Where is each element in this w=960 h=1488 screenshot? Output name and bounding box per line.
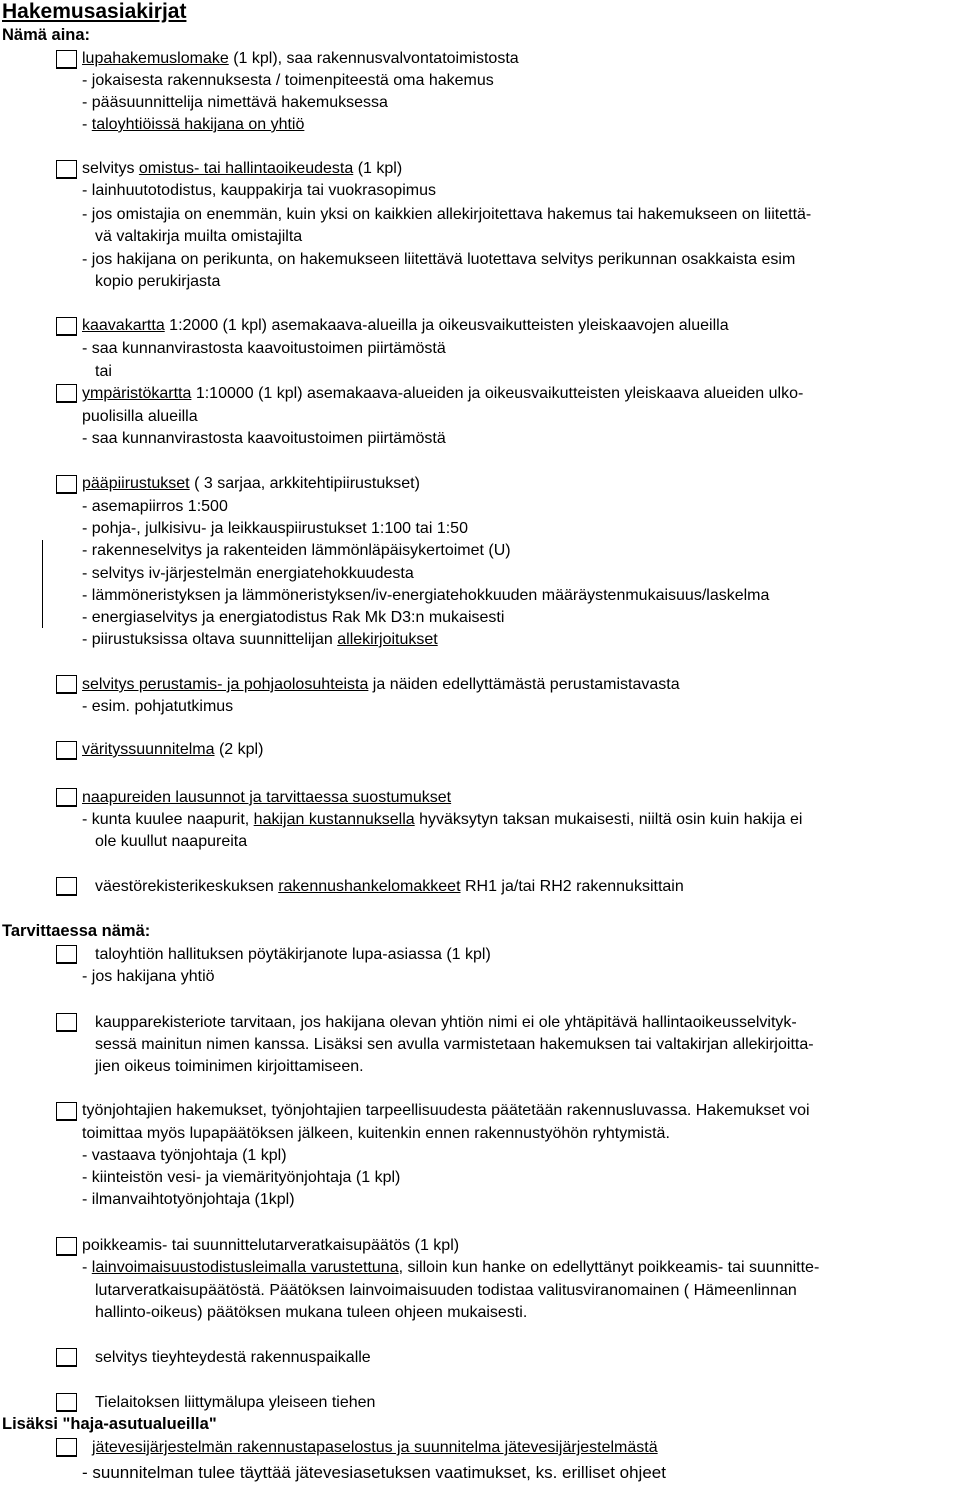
item-perustamis-link: selvitys perustamis- ja pohjaolosuhteista — [82, 676, 369, 693]
item-paapiirustukset-sub7-text: - piirustuksissa oltava suunnittelijan — [82, 631, 338, 648]
checkbox-tieyhteys[interactable] — [56, 1348, 77, 1367]
item-kaupparekisteri-l3: jien oikeus toiminimen kirjoittamiseen. — [95, 1058, 364, 1075]
item-kaavakartta-text: 1:2000 (1 kpl) asemakaava-alueilla ja oikeusvaikutteisten yleiskaavojen alueilla — [164, 317, 729, 334]
item-jatevesi: jätevesijärjestelmän rakennustapaselostus ja suunnitelma jätevesijärjestelmästä — [92, 1439, 658, 1456]
item-poytakirja: taloyhtiön hallituksen pöytäkirjanote lupa-asiassa (1 kpl) — [95, 946, 491, 963]
item-tyonjohtajat-l2: toimittaa myös lupapäätöksen jälkeen, kuitenkin ennen rakennustyöhön ryhtymistä. — [82, 1125, 670, 1142]
item-omistus-sub3b: kopio perukirjasta — [95, 273, 221, 290]
item-naapurit: naapureiden lausunnot ja tarvittaessa suostumukset — [82, 789, 452, 806]
item-ymparistokartta-sub1: - saa kunnanvirastosta kaavoitustoimen piirtämöstä — [82, 430, 446, 447]
item-poikkeamis-sub1c: hallinto-oikeus) päätöksen mukana tuleen ohjeen mukaisesti. — [95, 1304, 528, 1321]
item-omistus-sub3a: - jos hakijana on perikunta, on hakemukseen liitettävä luotettava selvitys perikunnan osakkaista esim — [82, 251, 796, 268]
section-heading-optional: Tarvittaessa nämä: — [2, 922, 151, 940]
item-paapiirustukset — [82, 474, 420, 494]
item-poikkeamis-sub1a — [82, 1258, 819, 1278]
page-title: Hakemusasiakirjat — [2, 0, 187, 23]
item-tyonjohtajat-l1: työnjohtajien hakemukset, työnjohtajien tarpeellisuudesta päätetään rakennusluvassa. Hakemukset voi — [82, 1102, 810, 1119]
item-lupahakemus-sub3 — [82, 115, 304, 135]
item-naapurit-sub1 — [82, 810, 802, 830]
item-kaupparekisteri-l1: kaupparekisteriote tarvitaan, jos hakijana olevan yhtiön nimi ei ole yhtäpitävä hallintaoikeusselvityk- — [95, 1014, 797, 1031]
item-omistus-sub1: - lainhuutotodistus, kauppakirja tai vuokrasopimus — [82, 182, 436, 199]
item-kaavakartta-link: kaavakartta — [82, 317, 165, 334]
item-naapurit-sub1-a: - kunta kuulee naapurit, — [82, 811, 254, 828]
item-ymparistokartta-cont: puolisilla alueilla — [82, 408, 198, 425]
item-kaavakartta-sub1: - saa kunnanvirastosta kaavoitustoimen piirtämöstä — [82, 340, 446, 357]
checkbox-naapurit[interactable] — [56, 788, 77, 807]
item-jatevesi-sub1: - suunnitelman tulee täyttää jätevesiasetuksen vaatimukset, ks. erilliset ohjeet — [82, 1463, 666, 1482]
item-poikkeamis-sub1a-text: , silloin kun hanke on edellyttänyt poikkeamis- tai suunnitte- — [398, 1259, 820, 1276]
item-vaestorekisteri — [95, 877, 684, 897]
item-paapiirustukset-link: pääpiirustukset — [82, 475, 190, 492]
item-paapiirustukset-sub4: - selvitys iv-järjestelmän energiatehokkuudesta — [82, 565, 414, 582]
item-lupahakemus-link: lupahakemuslomake — [82, 50, 229, 67]
checkbox-poikkeamis[interactable] — [56, 1237, 77, 1256]
checkbox-varitys[interactable] — [56, 741, 77, 760]
checkbox-poytakirja[interactable] — [56, 945, 77, 964]
item-tyonjohtajat-sub1: - vastaava työnjohtaja (1 kpl) — [82, 1147, 287, 1164]
checkbox-tyonjohtajat[interactable] — [56, 1102, 77, 1121]
item-perustamis-sub1: - esim. pohjatutkimus — [82, 698, 234, 715]
dash: - — [82, 1259, 92, 1276]
item-paapiirustukset-sub6: - energiaselvitys ja energiatodistus Rak Mk D3:n mukaisesti — [82, 609, 505, 626]
item-paapiirustukset-text: ( 3 sarjaa, arkkitehtipiirustukset) — [189, 475, 420, 492]
checkbox-paapiirustukset[interactable] — [56, 475, 77, 494]
item-kaavakartta — [82, 316, 729, 336]
item-poikkeamis: poikkeamis- tai suunnittelutarveratkaisupäätös (1 kpl) — [82, 1237, 460, 1254]
checkbox-omistus[interactable] — [56, 160, 77, 179]
item-varitys-link: värityssuunnitelma — [82, 741, 215, 758]
item-paapiirustukset-sub1: - asemapiirros 1:500 — [82, 498, 228, 515]
checkbox-kaavakartta[interactable] — [56, 317, 77, 336]
checkbox-kaupparekisteri[interactable] — [56, 1013, 77, 1032]
section-heading-required: Nämä aina: — [2, 26, 91, 44]
item-kaupparekisteri-l2: sessä mainitun nimen kanssa. Lisäksi sen avulla varmistetaan hakemuksen tai valtakirjan allekirjoitta- — [95, 1036, 814, 1053]
checkbox-ymparistokartta[interactable] — [56, 384, 77, 403]
item-lupahakemus — [82, 49, 519, 69]
item-tielaitos: Tielaitoksen liittymälupa yleiseen tiehen — [95, 1394, 376, 1411]
item-paapiirustukset-sub7 — [82, 630, 438, 650]
change-bar — [42, 540, 43, 628]
dash: - — [82, 116, 92, 133]
checkbox-tielaitos[interactable] — [56, 1393, 77, 1412]
item-paapiirustukset-sub5: - lämmöneristyksen ja lämmöneristyksen/iv-energiatehokkuuden määräystenmukaisuus/laskelma — [82, 587, 770, 604]
item-omistus-link: omistus- tai hallintaoikeudesta — [138, 160, 354, 177]
item-lupahakemus-sub2: - pääsuunnittelija nimettävä hakemuksessa — [82, 94, 388, 111]
item-vaestorekisteri-link: rakennushankelomakkeet — [278, 878, 461, 895]
item-omistus-prefix: selvitys — [82, 160, 139, 177]
item-lupahakemus-text: (1 kpl), saa rakennusvalvontatoimistosta — [228, 50, 519, 67]
item-naapurit-sub1b: ole kuullut naapureita — [95, 833, 248, 850]
item-perustamis-text: ja näiden edellyttämästä perustamistavasta — [368, 676, 680, 693]
item-paapiirustukset-sub2: - pohja-, julkisivu- ja leikkauspiirustukset 1:100 tai 1:50 — [82, 520, 468, 537]
item-paapiirustukset-sub3: - rakenneselvitys ja rakenteiden lämmönläpäisykertoimet (U) — [82, 542, 511, 559]
item-omistus-suffix: (1 kpl) — [353, 160, 403, 177]
item-poikkeamis-link: lainvoimaisuustodistusleimalla varustettuna — [91, 1259, 399, 1276]
checkbox-perustamis[interactable] — [56, 675, 77, 694]
item-omistus — [82, 159, 402, 179]
item-paapiirustukset-sub7-link: allekirjoitukset — [337, 631, 438, 648]
item-omistus-sub2a: - jos omistajia on enemmän, kuin yksi on kaikkien allekirjoitettava hakemus tai hakemukseen on liitettä- — [82, 206, 812, 223]
item-varitys-text: (2 kpl) — [214, 741, 264, 758]
item-ymparistokartta — [82, 384, 803, 404]
checkbox-jatevesi[interactable] — [56, 1438, 77, 1457]
item-tieyhteys: selvitys tieyhteydestä rakennuspaikalle — [95, 1349, 371, 1366]
item-ymparistokartta-text: 1:10000 (1 kpl) asemakaava-alueiden ja oikeusvaikutteisten yleiskaava alueiden ulko- — [191, 385, 804, 402]
item-lupahakemus-sub1: - jokaisesta rakennuksesta / toimenpiteestä oma hakemus — [82, 72, 494, 89]
item-naapurit-sub1-b: hyväksytyn taksan mukaisesti, niiltä osin kuin hakija ei — [414, 811, 803, 828]
item-tyonjohtajat-sub2: - kiinteistön vesi- ja viemärityönjohtaja (1 kpl) — [82, 1169, 401, 1186]
item-ymparistokartta-link: ympäristökartta — [82, 385, 192, 402]
or-label: tai — [95, 363, 112, 380]
section-heading-rural: Lisäksi "haja-asutualueilla" — [2, 1415, 217, 1433]
checkbox-vaestorekisteri[interactable] — [56, 877, 77, 896]
item-perustamis — [82, 675, 680, 695]
item-varitys — [82, 740, 263, 760]
item-tyonjohtajat-sub3: - ilmanvaihtotyönjohtaja (1kpl) — [82, 1191, 295, 1208]
checkbox-lupahakemus[interactable] — [56, 50, 77, 69]
item-vaestorekisteri-b: RH1 ja/tai RH2 rakennuksittain — [460, 878, 684, 895]
item-omistus-sub2b: vä valtakirja muilta omistajilta — [95, 228, 303, 245]
item-poikkeamis-sub1b: lutarveratkaisupäätöstä. Päätöksen lainvoimaisuuden todistaa valitusviranomainen ( Hämeenlinnan — [95, 1282, 797, 1299]
item-lupahakemus-sub3-text: taloyhtiöissä hakijana on yhtiö — [91, 116, 305, 133]
item-poytakirja-sub1: - jos hakijana yhtiö — [82, 968, 215, 985]
item-vaestorekisteri-a: väestörekisterikeskuksen — [95, 878, 279, 895]
item-naapurit-sub1-link: hakijan kustannuksella — [253, 811, 415, 828]
